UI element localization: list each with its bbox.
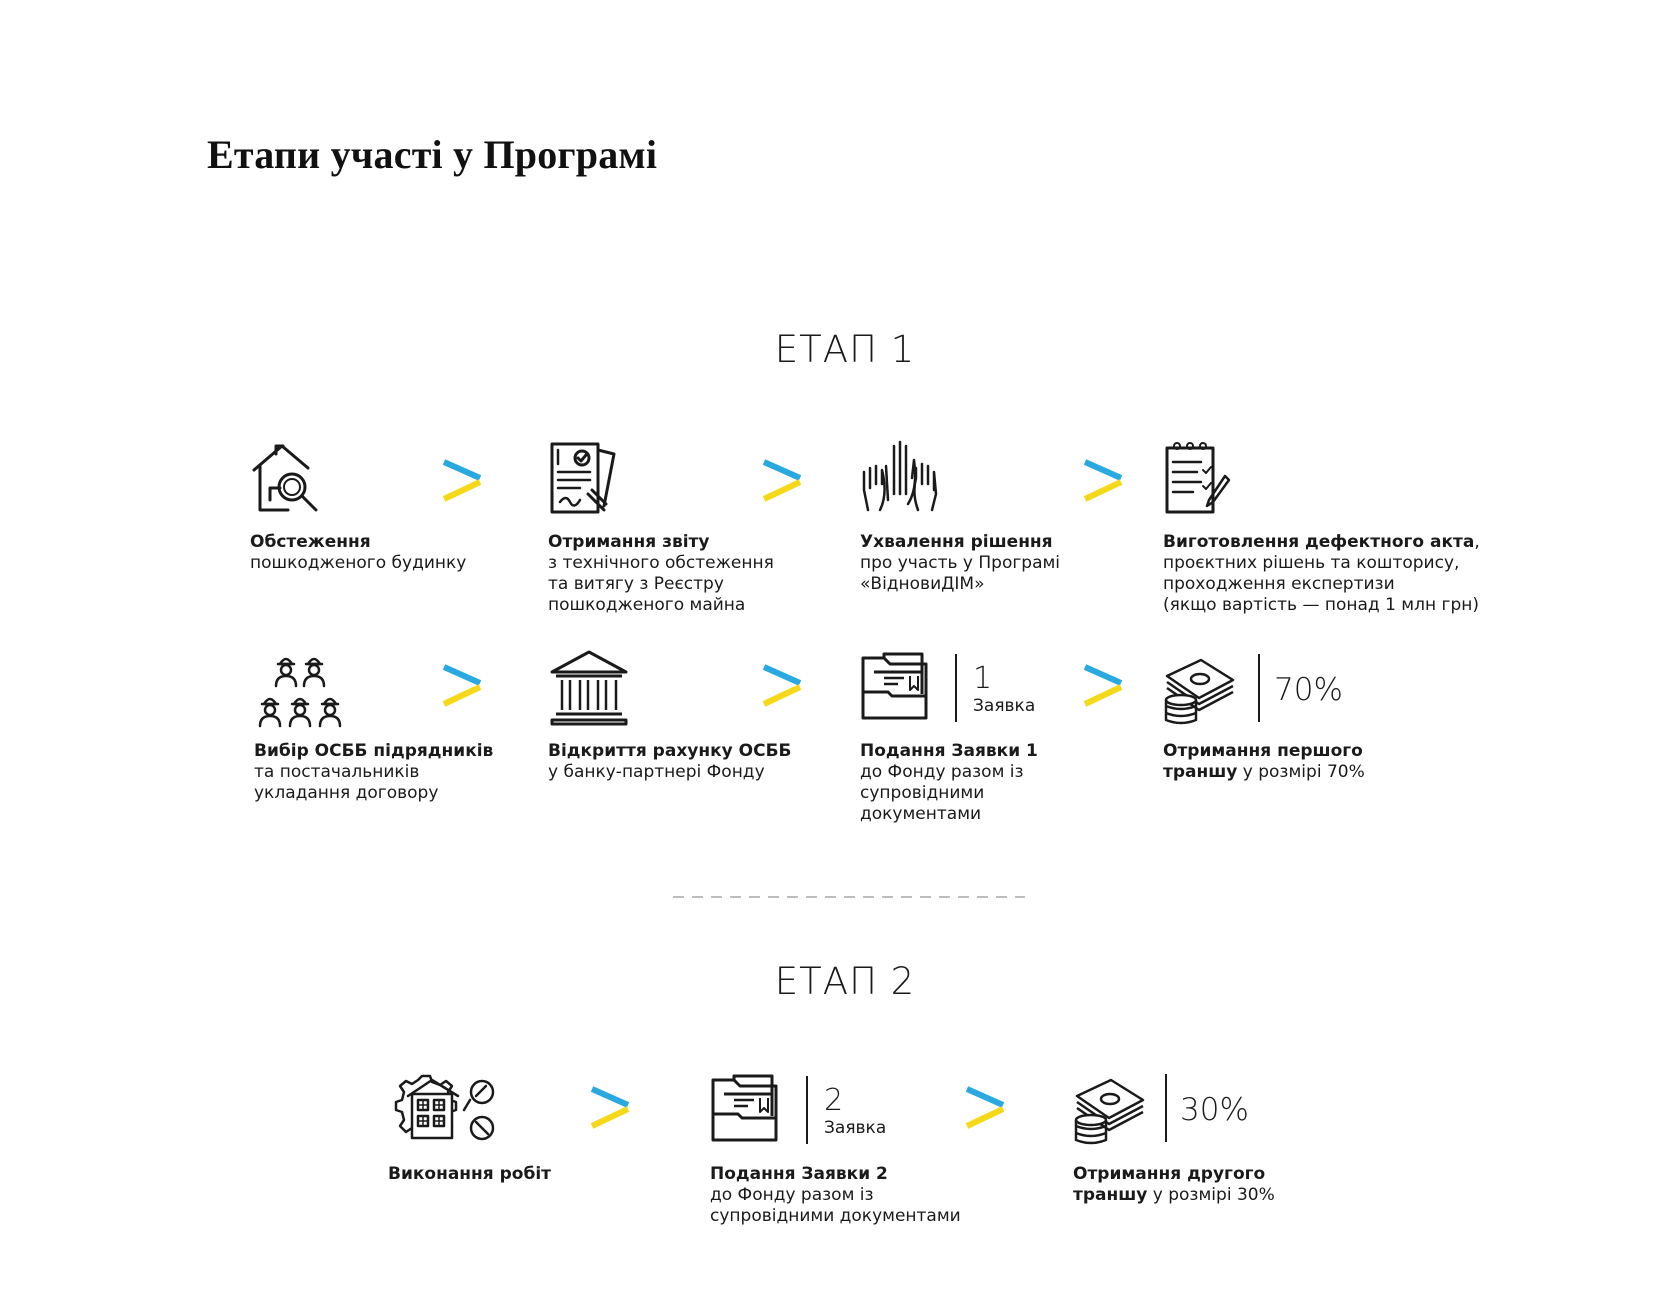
step-title: Подання Заявки 2	[710, 1164, 888, 1184]
step-desc: супровідними	[860, 783, 985, 803]
construction-gear-house-icon	[388, 1072, 498, 1148]
stage-2-label: ЕТАП 2	[774, 960, 916, 1003]
step-desc: пошкодженого будинку	[250, 553, 467, 573]
step-desc: та постачальників	[254, 762, 420, 782]
next-arrow-icon	[965, 1086, 1005, 1130]
step-desc: у розмірі 70%	[1237, 762, 1365, 782]
money-coins-icon	[1073, 1078, 1145, 1146]
folder-icon	[860, 652, 932, 722]
step-desc: пошкодженого майна	[548, 595, 746, 615]
counter-label: Заявка	[824, 1118, 887, 1138]
next-arrow-icon	[590, 1086, 630, 1130]
step-desc: та витягу з Реєстру	[548, 574, 724, 594]
page-title: Етапи участі у Програмі	[207, 132, 658, 177]
step-title: траншу	[1073, 1185, 1148, 1205]
step-desc: у розмірі 30%	[1147, 1185, 1275, 1205]
step-desc: укладання договору	[254, 783, 439, 803]
step-desc: у банку-партнері Фонду	[548, 762, 765, 782]
step-title: Вибір ОСББ підрядників	[254, 741, 494, 761]
step-desc: про участь у Програмі	[860, 553, 1061, 573]
step-title: Виконання робіт	[388, 1164, 552, 1184]
step-desc: документами	[860, 804, 982, 824]
step-title: Подання Заявки 1	[860, 741, 1038, 761]
step-title: Отримання першого	[1163, 741, 1363, 761]
counter-label: Заявка	[973, 696, 1036, 716]
workers-group-icon	[256, 652, 348, 728]
step-desc: до Фонду разом із	[860, 762, 1024, 782]
step-title: Виготовлення дефектного акта	[1163, 532, 1475, 552]
stage-1-label: ЕТАП 1	[774, 328, 916, 371]
counter-number: 1	[973, 661, 993, 696]
step-desc: (якщо вартість — понад 1 млн грн)	[1163, 595, 1479, 615]
house-search-icon	[250, 440, 326, 516]
step-desc: проходження експертизи	[1163, 574, 1395, 594]
step-desc: «ВідновиДІМ»	[860, 574, 985, 594]
checklist-notepad-icon	[1163, 440, 1231, 516]
step-title-suffix: ,	[1474, 532, 1480, 552]
next-arrow-icon	[1083, 664, 1123, 708]
step-desc: проєктних рішень та кошторису,	[1163, 553, 1460, 573]
raised-hands-icon	[860, 438, 940, 516]
next-arrow-icon	[762, 459, 802, 503]
step-title: Ухвалення рішення	[860, 532, 1053, 552]
step-title: Отримання звіту	[548, 532, 710, 552]
bank-building-icon	[548, 650, 630, 728]
step-desc: з технічного обстеження	[548, 553, 774, 573]
step-title: Відкриття рахунку ОСББ	[548, 741, 792, 761]
step-desc: до Фонду разом із	[710, 1185, 874, 1205]
step-title: траншу	[1163, 762, 1238, 782]
counter-number: 2	[824, 1083, 844, 1118]
percent-value: 70%	[1274, 672, 1343, 708]
step-title: Обстеження	[250, 532, 371, 552]
step-title: Отримання другого	[1073, 1164, 1266, 1184]
next-arrow-icon	[1083, 459, 1123, 503]
stage-divider	[673, 896, 1025, 898]
report-document-icon	[548, 440, 620, 516]
next-arrow-icon	[442, 664, 482, 708]
percent-value: 30%	[1180, 1092, 1249, 1128]
next-arrow-icon	[442, 459, 482, 503]
step-desc: супровідними документами	[710, 1206, 961, 1226]
money-coins-icon	[1163, 658, 1235, 726]
folder-icon	[710, 1074, 782, 1144]
next-arrow-icon	[762, 664, 802, 708]
